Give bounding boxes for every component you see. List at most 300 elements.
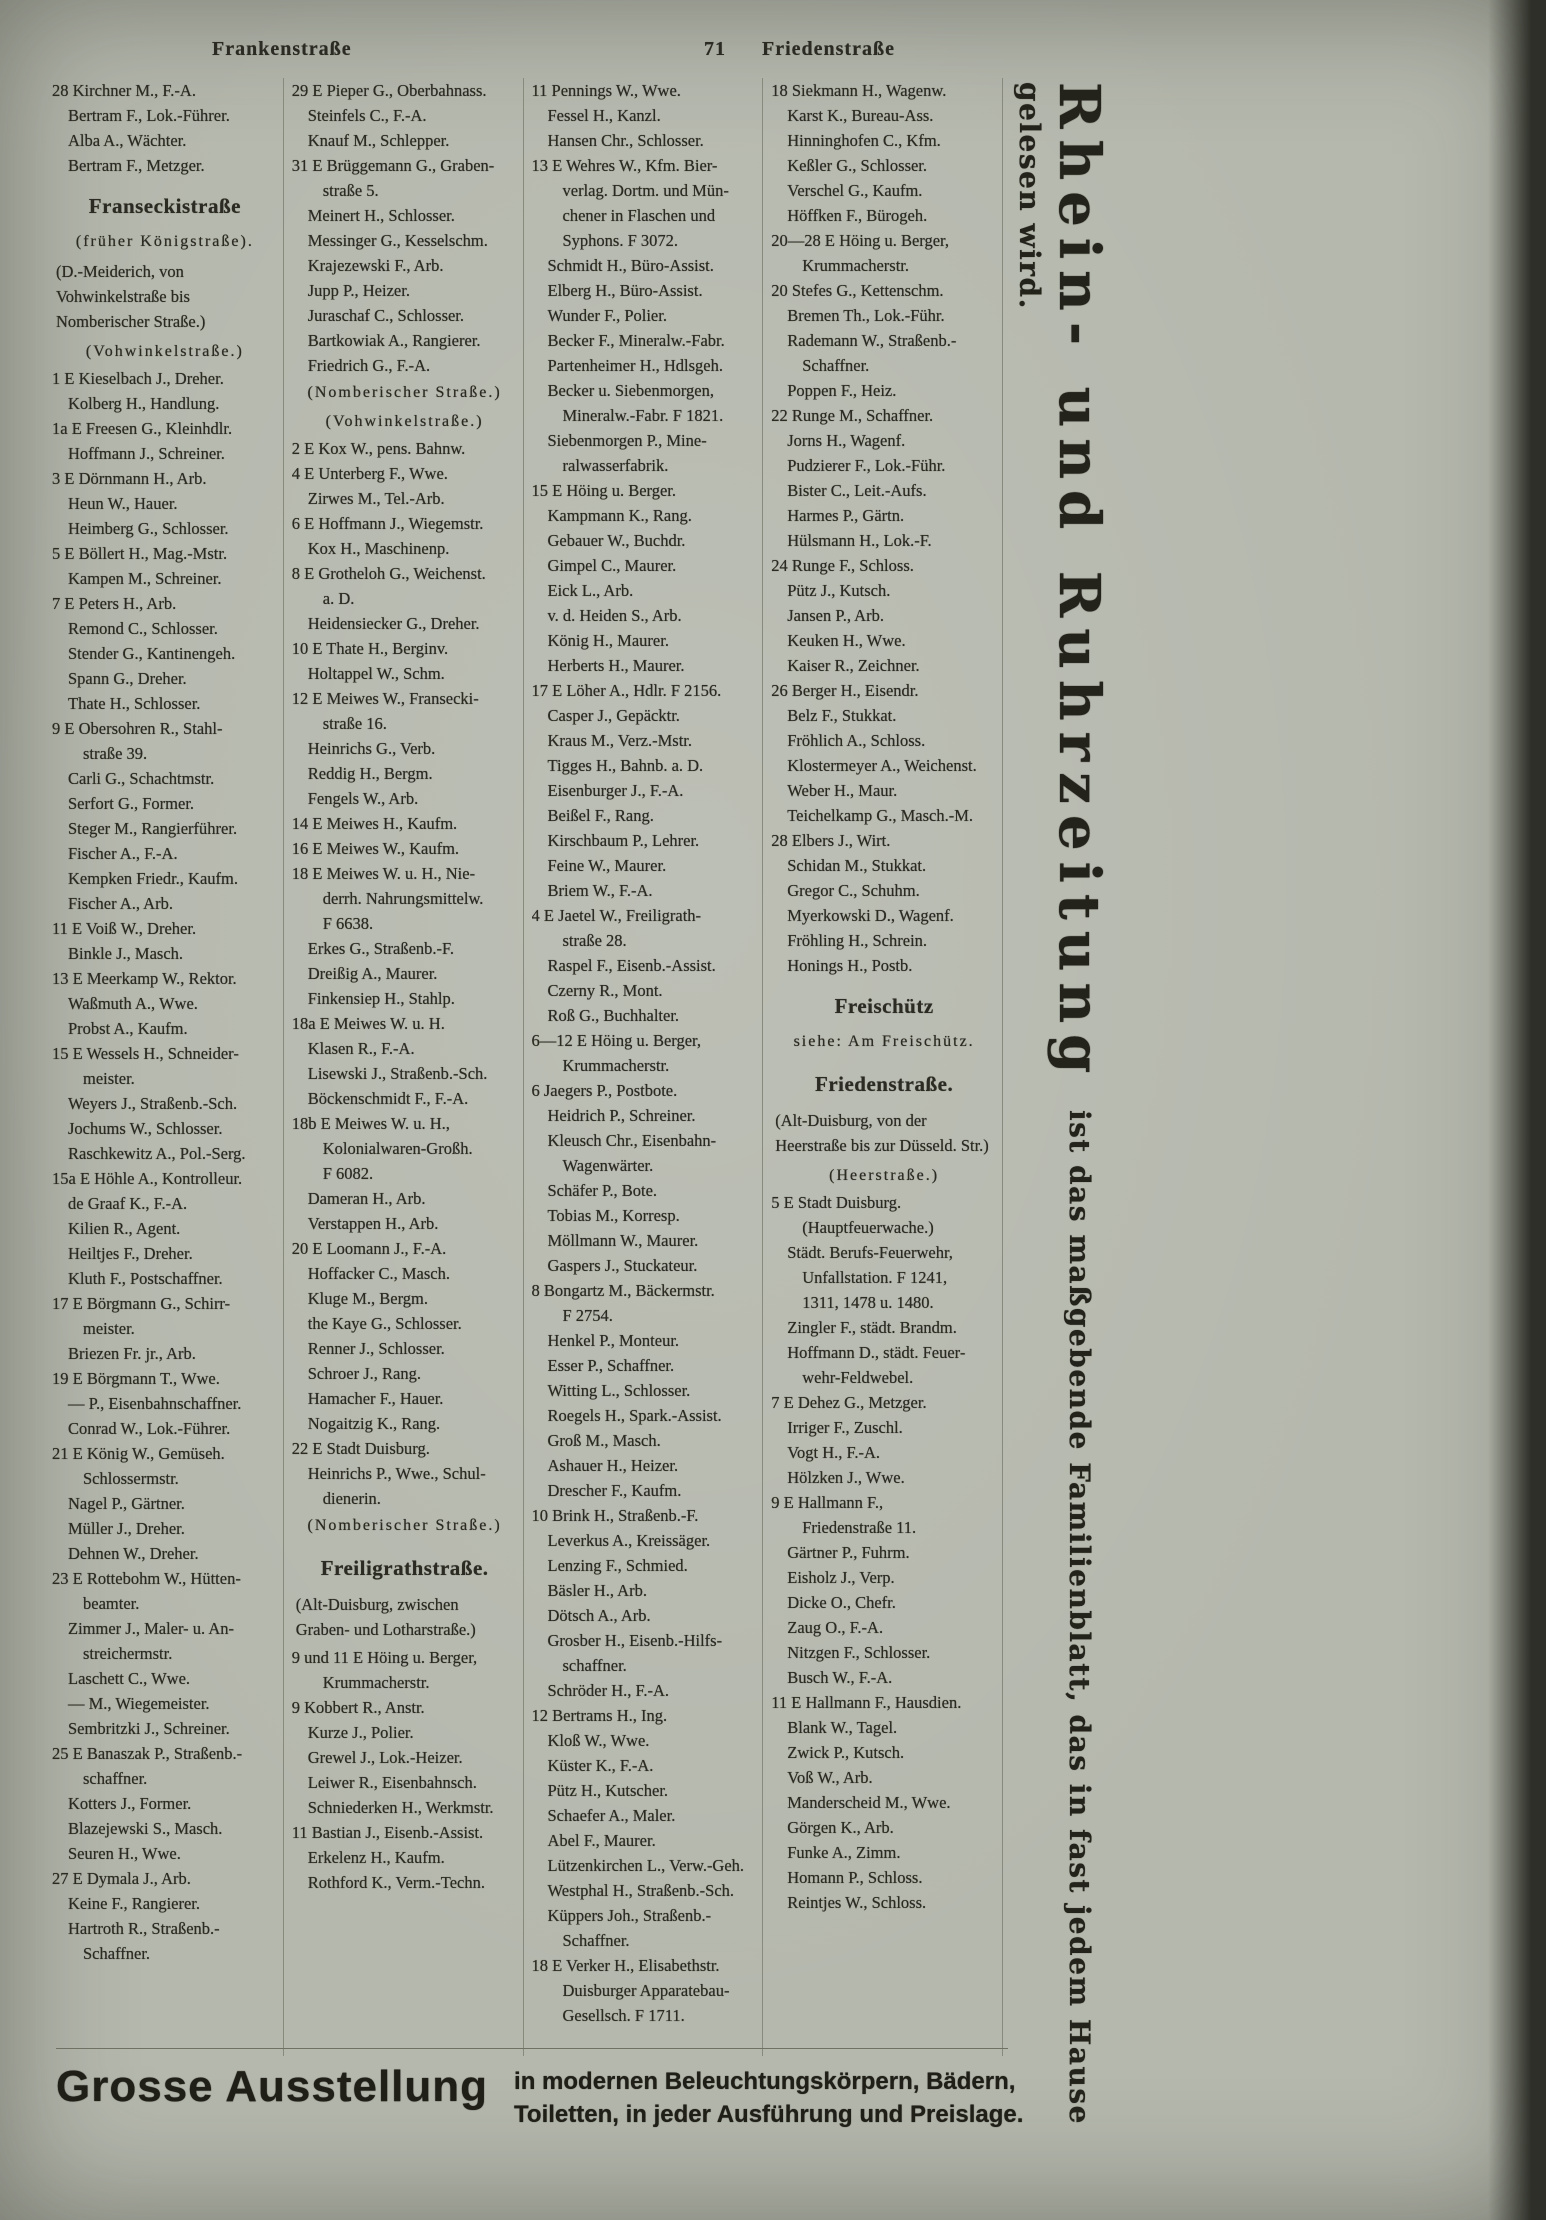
- directory-line: Eick L., Arb.: [547, 581, 634, 600]
- directory-line: 20 Stefes G., Kettenschm.: [771, 281, 944, 300]
- directory-line: Kraus M., Verz.-Mstr.: [547, 731, 693, 750]
- directory-line: 13 E Wehres W., Kfm. Bier-: [531, 156, 718, 175]
- bottom-advertisement: [56, 2048, 1024, 2131]
- bottom-ad-text: [488, 2063, 1023, 2131]
- directory-line: Bertram F., Lok.-Führer.: [68, 106, 230, 125]
- directory-line: Steger M., Rangierführer.: [68, 819, 238, 838]
- directory-line: Kolberg H., Handlung.: [68, 394, 220, 413]
- directory-line: 5 E Stadt Duisburg.: [771, 1193, 902, 1212]
- directory-line: v. d. Heiden S., Arb.: [547, 606, 682, 625]
- directory-line: Briem W., F.-A.: [547, 881, 653, 900]
- directory-line: 16 E Meiwes W., Kaufm.: [291, 839, 460, 858]
- directory-line: Bertram F., Metzger.: [68, 156, 205, 175]
- directory-line: 21 E König W., Gemüseh.: [52, 1444, 225, 1463]
- directory-line: König H., Maurer.: [547, 631, 669, 650]
- directory-line: Pütz H., Kutscher.: [547, 1781, 669, 1800]
- directory-line: Binkle J., Masch.: [68, 944, 184, 963]
- directory-line: Schaffner.: [802, 356, 870, 375]
- directory-line: Serfort G., Former.: [68, 794, 195, 813]
- directory-line: 18b E Meiwes W. u. H.,: [291, 1114, 450, 1133]
- directory-line: siehe: Am Freischütz.: [793, 1033, 975, 1050]
- directory-line: Pütz J., Kutsch.: [787, 581, 891, 600]
- directory-line: Karst K., Bureau-Ass.: [787, 106, 934, 125]
- street-heading: Freiligrathstraße.: [320, 1556, 489, 1580]
- directory-line: Lützenkirchen L., Verw.-Geh.: [547, 1856, 745, 1875]
- directory-line: Vogt H., F.-A.: [787, 1443, 881, 1462]
- sidebar-ad-title: Rhein- und Ruhrzeitung: [1046, 82, 1112, 1085]
- directory-line: 1 E Kieselbach J., Dreher.: [52, 369, 224, 388]
- directory-line: Stender G., Kantinengeh.: [68, 644, 236, 663]
- directory-line: Kluge M., Bergm.: [307, 1289, 428, 1308]
- directory-line: Voß W., Arb.: [787, 1768, 873, 1787]
- directory-line: Grosber H., Eisenb.-Hilfs-: [547, 1631, 723, 1650]
- directory-line: Bäsler H., Arb.: [547, 1581, 647, 1600]
- directory-line: Klostermeyer A., Weichenst.: [787, 756, 977, 775]
- directory-line: Reddig H., Bergm.: [307, 764, 433, 783]
- directory-line: Unfallstation. F 1241,: [802, 1268, 948, 1287]
- directory-column-1: [44, 78, 283, 2056]
- directory-line: Hülsmann H., Lok.-F.: [787, 531, 932, 550]
- directory-line: Drescher F., Kaufm.: [547, 1481, 682, 1500]
- directory-line: Eisholz J., Verp.: [787, 1568, 895, 1587]
- directory-line: Schäfer P., Bote.: [547, 1181, 658, 1200]
- directory-line: derrh. Nahrungsmittelw.: [322, 889, 484, 908]
- directory-line: Grewel J., Lok.-Heizer.: [307, 1748, 463, 1767]
- directory-line: 2 E Kox W., pens. Bahnw.: [291, 439, 466, 458]
- directory-line: Fessel H., Kanzl.: [547, 106, 661, 125]
- directory-line: 11 Pennings W., Wwe.: [531, 81, 681, 100]
- street-heading: Friedenstraße.: [815, 1072, 954, 1096]
- directory-columns: [44, 78, 1003, 2056]
- directory-line: Laschett C., Wwe.: [68, 1669, 191, 1688]
- directory-line: (D.-Meiderich, von Vohwinkelstraße bis Nomberischer Straße.): [56, 262, 206, 331]
- directory-line: Zingler F., städt. Brandm.: [787, 1318, 957, 1337]
- directory-line: Henkel P., Monteur.: [547, 1331, 680, 1350]
- directory-line: Westphal H., Straßenb.-Sch.: [547, 1881, 735, 1900]
- directory-line: Schroer J., Rang.: [307, 1364, 421, 1383]
- directory-line: 12 Bertrams H., Ing.: [531, 1706, 668, 1725]
- directory-line: Groß M., Masch.: [547, 1431, 661, 1450]
- directory-line: 24 Runge F., Schloss.: [771, 556, 914, 575]
- directory-line: Küster K., F.-A.: [547, 1756, 654, 1775]
- directory-line: Blazejewski S., Masch.: [68, 1819, 223, 1838]
- sidebar-advertisement: [1002, 82, 1112, 2208]
- directory-line: Bister C., Leit.-Aufs.: [787, 481, 927, 500]
- street-heading: Franseckistraße: [88, 194, 241, 218]
- header-page-number: 71: [704, 38, 726, 60]
- directory-line: Heimberg G., Schlosser.: [68, 519, 229, 538]
- directory-line: the Kaye G., Schlosser.: [307, 1314, 462, 1333]
- directory-line: Dreißig A., Maurer.: [307, 964, 438, 983]
- directory-line: Gregor C., Schuhm.: [787, 881, 920, 900]
- directory-line: Feine W., Maurer.: [547, 856, 667, 875]
- directory-line: de Graaf K., F.-A.: [68, 1194, 188, 1213]
- directory-line: Hölzken J., Wwe.: [787, 1468, 905, 1487]
- directory-line: Jupp P., Heizer.: [307, 281, 410, 300]
- directory-line: Schaffner.: [562, 1931, 630, 1950]
- directory-line: Friedrich G., F.-A.: [307, 356, 431, 375]
- directory-line: Czerny R., Mont.: [547, 981, 663, 1000]
- directory-line: 31 E Brüggemann G., Graben-: [291, 156, 495, 175]
- directory-line: Kurze J., Polier.: [307, 1723, 414, 1742]
- directory-line: Fengels W., Arb.: [307, 789, 419, 808]
- directory-line: (Alt-Duisburg, von der Heerstraße bis zur Düsseld. Str.): [775, 1111, 989, 1155]
- directory-line: Carli G., Schachtmstr.: [68, 769, 215, 788]
- directory-line: Verschel G., Kaufm.: [787, 181, 923, 200]
- directory-line: Syphons. F 3072.: [562, 231, 679, 250]
- directory-line: Weber H., Maur.: [787, 781, 898, 800]
- bottom-ad-line1: in modernen Beleuchtungskörpern, Bädern,: [514, 2068, 1016, 2095]
- directory-line: 22 Runge M., Schaffner.: [771, 406, 934, 425]
- directory-line: 5 E Böllert H., Mag.-Mstr.: [52, 544, 228, 563]
- directory-line: Kotters J., Former.: [68, 1794, 192, 1813]
- directory-line: Sembritzki J., Schreiner.: [68, 1719, 230, 1738]
- directory-line: 15a E Höhle A., Kontrolleur.: [52, 1169, 243, 1188]
- directory-line: Hoffacker C., Masch.: [307, 1264, 450, 1283]
- directory-line: Kox H., Maschinenp.: [307, 539, 450, 558]
- directory-line: 19 E Börgmann T., Wwe.: [52, 1369, 220, 1388]
- directory-line: 15 E Wessels H., Schneider-: [52, 1044, 239, 1063]
- directory-line: Seuren H., Wwe.: [68, 1844, 181, 1863]
- directory-line: Keuken H., Wwe.: [787, 631, 906, 650]
- directory-line: Roß G., Buchhalter.: [547, 1006, 680, 1025]
- directory-line: Homann P., Schloss.: [787, 1868, 923, 1887]
- directory-line: Eisenburger J., F.-A.: [547, 781, 684, 800]
- directory-line: Probst A., Kaufm.: [68, 1019, 188, 1038]
- directory-line: Fischer A., Arb.: [68, 894, 173, 913]
- directory-line: Herberts H., Maurer.: [547, 656, 685, 675]
- directory-line: 27 E Dymala J., Arb.: [52, 1869, 191, 1888]
- directory-line: Kaiser R., Zeichner.: [787, 656, 920, 675]
- directory-line: Dötsch A., Arb.: [547, 1606, 651, 1625]
- bottom-ad-line2: Toiletten, in jeder Ausführung und Preislage.: [514, 2101, 1024, 2128]
- directory-line: Möllmann W., Maurer.: [547, 1231, 699, 1250]
- directory-line: Keßler G., Schlosser.: [787, 156, 928, 175]
- directory-line: Raspel F., Eisenb.-Assist.: [547, 956, 716, 975]
- directory-line: Blank W., Tagel.: [787, 1718, 898, 1737]
- directory-line: Gebauer W., Buchdr.: [547, 531, 686, 550]
- directory-line: Rademann W., Straßenb.-: [787, 331, 957, 350]
- directory-line: 25 E Banaszak P., Straßenb.-: [52, 1744, 243, 1763]
- directory-line: Beißel F., Rang.: [547, 806, 654, 825]
- directory-line: Ashauer H., Heizer.: [547, 1456, 679, 1475]
- directory-line: Fischer A., F.-A.: [68, 844, 178, 863]
- directory-line: straße 16.: [322, 714, 387, 733]
- directory-line: Schlossermstr.: [83, 1469, 179, 1488]
- directory-line: Hamacher F., Hauer.: [307, 1389, 444, 1408]
- directory-line: Kleusch Chr., Eisenbahn-: [547, 1131, 717, 1150]
- directory-line: Kempken Friedr., Kaufm.: [68, 869, 239, 888]
- directory-line: Heidrich P., Schreiner.: [547, 1106, 696, 1125]
- directory-line: straße 28.: [562, 931, 627, 950]
- directory-line: Heinrichs G., Verb.: [307, 739, 436, 758]
- directory-line: Schmidt H., Büro-Assist.: [547, 256, 714, 275]
- directory-line: Böckenschmidt F., F.-A.: [307, 1089, 469, 1108]
- directory-line: 28 Kirchner M., F.-A.: [52, 81, 196, 100]
- directory-line: Remond C., Schlosser.: [68, 619, 218, 638]
- directory-line: Nogaitzig K., Rang.: [307, 1414, 441, 1433]
- directory-line: Myerkowski D., Wagenf.: [787, 906, 954, 925]
- directory-line: Juraschaf C., Schlosser.: [307, 306, 465, 325]
- directory-line: 1311, 1478 u. 1480.: [802, 1293, 934, 1312]
- directory-line: Bartkowiak A., Rangierer.: [307, 331, 481, 350]
- directory-line: F 2754.: [562, 1306, 613, 1325]
- directory-line: Conrad W., Lok.-Führer.: [68, 1419, 231, 1438]
- directory-line: a. D.: [322, 589, 355, 608]
- directory-line: Kluth F., Postschaffner.: [68, 1269, 223, 1288]
- directory-line: Tobias M., Korresp.: [547, 1206, 680, 1225]
- directory-line: Keine F., Rangierer.: [68, 1894, 201, 1913]
- directory-line: schaffner.: [83, 1769, 148, 1788]
- directory-line: Manderscheid M., Wwe.: [787, 1793, 951, 1812]
- directory-line: Elberg H., Büro-Assist.: [547, 281, 703, 300]
- directory-line: 18 E Verker H., Elisabethstr.: [531, 1956, 720, 1975]
- directory-line: Heinrichs P., Wwe., Schul-: [307, 1464, 486, 1483]
- directory-line: Dameran H., Arb.: [307, 1189, 426, 1208]
- directory-line: Krajezewski F., Arb.: [307, 256, 444, 275]
- directory-line: F 6638.: [322, 914, 374, 933]
- directory-line: Hoffmann D., städt. Feuer-: [787, 1343, 966, 1362]
- directory-line: Jansen P., Arb.: [787, 606, 884, 625]
- directory-line: streichermstr.: [83, 1644, 173, 1663]
- header-street-right: Friedenstraße: [762, 38, 895, 60]
- directory-line: Roegels H., Spark.-Assist.: [547, 1406, 722, 1425]
- directory-line: Funke A., Zimm.: [787, 1843, 901, 1862]
- directory-line: (Nomberischer Straße.): [307, 1517, 502, 1534]
- directory-line: straße 39.: [83, 744, 148, 763]
- directory-line: 17 E Löher A., Hdlr. F 2156.: [531, 681, 722, 700]
- directory-line: Fröhling H., Schrein.: [787, 931, 928, 950]
- directory-line: Lenzing F., Schmied.: [547, 1556, 688, 1575]
- directory-column-3: [523, 78, 763, 2056]
- directory-line: schaffner.: [562, 1656, 627, 1675]
- directory-line: 18 E Meiwes W. u. H., Nie-: [291, 864, 476, 883]
- directory-line: straße 5.: [322, 181, 379, 200]
- directory-line: Hoffmann J., Schreiner.: [68, 444, 225, 463]
- directory-line: Heidensiecker G., Dreher.: [307, 614, 480, 633]
- directory-line: Finkensiep H., Stahlp.: [307, 989, 455, 1008]
- directory-line: Raschkewitz A., Pol.-Serg.: [68, 1144, 246, 1163]
- directory-line: 29 E Pieper G., Oberbahnass.: [291, 81, 487, 100]
- directory-line: 9 Kobbert R., Anstr.: [291, 1698, 425, 1717]
- directory-line: 7 E Peters H., Arb.: [52, 594, 177, 613]
- directory-line: Belz F., Stukkat.: [787, 706, 897, 725]
- directory-line: meister.: [83, 1319, 135, 1338]
- directory-line: Klasen R., F.-A.: [307, 1039, 415, 1058]
- directory-line: 18 Siekmann H., Wagenw.: [771, 81, 947, 100]
- directory-line: Gaspers J., Stuckateur.: [547, 1256, 698, 1275]
- directory-line: Müller J., Dreher.: [68, 1519, 185, 1538]
- directory-line: Teichelkamp G., Masch.-M.: [787, 806, 974, 825]
- directory-line: Zirwes M., Tel.-Arb.: [307, 489, 445, 508]
- directory-line: 9 und 11 E Höing u. Berger,: [291, 1648, 478, 1667]
- directory-line: 28 Elbers J., Wirt.: [771, 831, 891, 850]
- directory-line: Verstappen H., Arb.: [307, 1214, 439, 1233]
- directory-line: Kilien R., Agent.: [68, 1219, 181, 1238]
- directory-line: 6 Jaegers P., Postbote.: [531, 1081, 678, 1100]
- directory-line: Meinert H., Schlosser.: [307, 206, 455, 225]
- directory-line: Schröder H., F.-A.: [547, 1681, 669, 1700]
- directory-line: Hartroth R., Straßenb.-: [68, 1919, 220, 1938]
- directory-line: Nagel P., Gärtner.: [68, 1494, 185, 1513]
- street-heading: Freischütz: [834, 994, 934, 1018]
- directory-line: F 6082.: [322, 1164, 374, 1183]
- directory-line: Knauf M., Schlepper.: [307, 131, 450, 150]
- directory-line: dienerin.: [322, 1489, 381, 1508]
- directory-line: Gimpel C., Maurer.: [547, 556, 677, 575]
- directory-line: beamter.: [83, 1594, 140, 1613]
- directory-line: Nitzgen F., Schlosser.: [787, 1643, 931, 1662]
- directory-line: Friedenstraße 11.: [802, 1518, 917, 1537]
- directory-column-4: [762, 78, 1002, 2056]
- directory-line: Städt. Berufs-Feuerwehr,: [787, 1243, 953, 1262]
- directory-line: Jorns H., Wagenf.: [787, 431, 906, 450]
- directory-line: Steinfels C., F.-A.: [307, 106, 427, 125]
- directory-line: 22 E Stadt Duisburg.: [291, 1439, 430, 1458]
- directory-line: Schidan M., Stukkat.: [787, 856, 927, 875]
- directory-line: Fröhlich A., Schloss.: [787, 731, 926, 750]
- directory-line: ralwasserfabrik.: [562, 456, 669, 475]
- directory-line: Harmes P., Gärtn.: [787, 506, 905, 525]
- directory-line: 10 E Thate H., Berginv.: [291, 639, 449, 658]
- directory-line: (Vohwinkelstraße.): [325, 413, 484, 430]
- directory-line: Zaug O., F.-A.: [787, 1618, 884, 1637]
- directory-line: wehr-Feldwebel.: [802, 1368, 914, 1387]
- directory-line: Weyers J., Straßenb.-Sch.: [68, 1094, 238, 1113]
- directory-line: Kirschbaum P., Lehrer.: [547, 831, 700, 850]
- directory-line: Wagenwärter.: [562, 1156, 654, 1175]
- directory-line: Reintjes W., Schloss.: [787, 1893, 927, 1912]
- directory-line: (Hauptfeuerwache.): [802, 1218, 934, 1237]
- directory-line: 17 E Börgmann G., Schirr-: [52, 1294, 231, 1313]
- directory-line: Irriger F., Zuschl.: [787, 1418, 903, 1437]
- directory-column-2: [283, 78, 523, 2056]
- sidebar-ad-text: ist das maßgebende Familienblatt, das in fast jedem Hause gelesen wird.: [1013, 82, 1096, 2126]
- directory-line: Tigges H., Bahnb. a. D.: [547, 756, 704, 775]
- directory-line: 4 E Jaetel W., Freiligrath-: [531, 906, 702, 925]
- directory-line: 6 E Hoffmann J., Wiegemstr.: [291, 514, 484, 533]
- directory-line: 20 E Loomann J., F.-A.: [291, 1239, 447, 1258]
- directory-line: Hansen Chr., Schlosser.: [547, 131, 704, 150]
- directory-line: Kolonialwaren-Großh.: [322, 1139, 473, 1158]
- directory-line: 12 E Meiwes W., Fransecki-: [291, 689, 479, 708]
- directory-line: verlag. Dortm. und Mün-: [562, 181, 729, 200]
- directory-line: 3 E Dörnmann H., Arb.: [52, 469, 207, 488]
- directory-line: Spann G., Dreher.: [68, 669, 187, 688]
- directory-line: Rothford K., Verm.-Techn.: [307, 1873, 486, 1892]
- directory-line: Dicke O., Chefr.: [787, 1593, 896, 1612]
- directory-line: Lisewski J., Straßenb.-Sch.: [307, 1064, 488, 1083]
- directory-line: Partenheimer H., Hdlsgeh.: [547, 356, 723, 375]
- directory-line: (Nomberischer Straße.): [307, 384, 502, 401]
- directory-line: 8 E Grotheloh G., Weichenst.: [291, 564, 486, 583]
- directory-line: 11 Bastian J., Eisenb.-Assist.: [291, 1823, 484, 1842]
- directory-line: Dehnen W., Dreher.: [68, 1544, 199, 1563]
- directory-line: 7 E Dehez G., Metzger.: [771, 1393, 927, 1412]
- directory-line: Briezen Fr. jr., Arb.: [68, 1344, 196, 1363]
- directory-line: Schaffner.: [83, 1944, 151, 1963]
- directory-line: Görgen K., Arb.: [787, 1818, 894, 1837]
- bottom-ad-title: Grosse Ausstellung: [56, 2062, 489, 2111]
- header-street-left: Frankenstraße: [212, 38, 352, 60]
- directory-line: Gärtner P., Fuhrm.: [787, 1543, 910, 1562]
- directory-line: 1a E Freesen G., Kleinhdlr.: [52, 419, 233, 438]
- directory-line: Abel F., Maurer.: [547, 1831, 656, 1850]
- directory-line: Zimmer J., Maler- u. An-: [68, 1619, 235, 1638]
- directory-line: Jochums W., Schlosser.: [68, 1119, 223, 1138]
- directory-line: Heiltjes F., Dreher.: [68, 1244, 193, 1263]
- directory-line: Küppers Joh., Straßenb.-: [547, 1906, 712, 1925]
- directory-line: Witting L., Schlosser.: [547, 1381, 691, 1400]
- directory-line: 23 E Rottebohm W., Hütten-: [52, 1569, 241, 1588]
- directory-line: 9 E Hallmann F.,: [771, 1493, 884, 1512]
- directory-line: Hinninghofen C., Kfm.: [787, 131, 941, 150]
- directory-line: Krummacherstr.: [322, 1673, 430, 1692]
- directory-line: 9 E Obersohren R., Stahl-: [52, 719, 223, 738]
- directory-line: Höffken F., Bürogeh.: [787, 206, 928, 225]
- directory-line: 10 Brink H., Straßenb.-F.: [531, 1506, 699, 1525]
- directory-line: Honings H., Postb.: [787, 956, 913, 975]
- directory-line: Duisburger Apparatebau-: [562, 1981, 730, 2000]
- directory-line: 11 E Hallmann F., Hausdien.: [771, 1693, 962, 1712]
- directory-line: Messinger G., Kesselschm.: [307, 231, 488, 250]
- directory-line: 11 E Voiß W., Dreher.: [52, 919, 197, 938]
- directory-line: (Vohwinkelstraße.): [85, 343, 244, 360]
- directory-line: Kampen M., Schreiner.: [68, 569, 222, 588]
- directory-line: Erkes G., Straßenb.-F.: [307, 939, 454, 958]
- directory-line: (Alt-Duisburg, zwischen Graben- und Lotharstraße.): [295, 1595, 476, 1639]
- directory-line: 13 E Meerkamp W., Rektor.: [52, 969, 237, 988]
- directory-line: Siebenmorgen P., Mine-: [547, 431, 707, 450]
- directory-line: 20—28 E Höing u. Berger,: [771, 231, 950, 250]
- directory-line: Poppen F., Heiz.: [787, 381, 897, 400]
- directory-line: Leverkus A., Kreissäger.: [547, 1531, 711, 1550]
- directory-line: 8 Bongartz M., Bäckermstr.: [531, 1281, 715, 1300]
- directory-line: 18a E Meiwes W. u. H.: [291, 1014, 445, 1033]
- directory-line: Wunder F., Polier.: [547, 306, 667, 325]
- directory-line: Casper J., Gepäcktr.: [547, 706, 680, 725]
- directory-line: Bremen Th., Lok.-Führ.: [787, 306, 945, 325]
- directory-line: Leiwer R., Eisenbahnsch.: [307, 1773, 477, 1792]
- directory-line: 15 E Höing u. Berger.: [531, 481, 677, 500]
- directory-line: Krummacherstr.: [802, 256, 910, 275]
- directory-line: Renner J., Schlosser.: [307, 1339, 445, 1358]
- directory-line: meister.: [83, 1069, 135, 1088]
- directory-line: Mineralw.-Fabr. F 1821.: [562, 406, 724, 425]
- directory-line: 6—12 E Höing u. Berger,: [531, 1031, 702, 1050]
- directory-line: Becker u. Siebenmorgen,: [547, 381, 714, 400]
- directory-line: Gesellsch. F 1711.: [562, 2006, 685, 2025]
- directory-line: — P., Eisenbahnschaffner.: [68, 1394, 242, 1413]
- directory-line: Becker F., Mineralw.-Fabr.: [547, 331, 725, 350]
- directory-line: chener in Flaschen und: [562, 206, 716, 225]
- directory-line: Krummacherstr.: [562, 1056, 670, 1075]
- directory-line: Kloß W., Wwe.: [547, 1731, 650, 1750]
- directory-line: Thate H., Schlosser.: [68, 694, 201, 713]
- directory-line: (Heerstraße.): [829, 1167, 940, 1184]
- directory-line: Schniederken H., Werkmstr.: [307, 1798, 494, 1817]
- directory-line: Busch W., F.-A.: [787, 1668, 893, 1687]
- directory-line: Erkelenz H., Kaufm.: [307, 1848, 445, 1867]
- directory-line: 4 E Unterberg F., Wwe.: [291, 464, 448, 483]
- directory-line: Alba A., Wächter.: [68, 131, 187, 150]
- directory-line: Heun W., Hauer.: [68, 494, 178, 513]
- directory-line: Pudzierer F., Lok.-Führ.: [787, 456, 946, 475]
- directory-line: Holtappel W., Schm.: [307, 664, 445, 683]
- directory-line: Esser P., Schaffner.: [547, 1356, 675, 1375]
- directory-line: Zwick P., Kutsch.: [787, 1743, 905, 1762]
- page-edge-shadow: [1488, 0, 1546, 2220]
